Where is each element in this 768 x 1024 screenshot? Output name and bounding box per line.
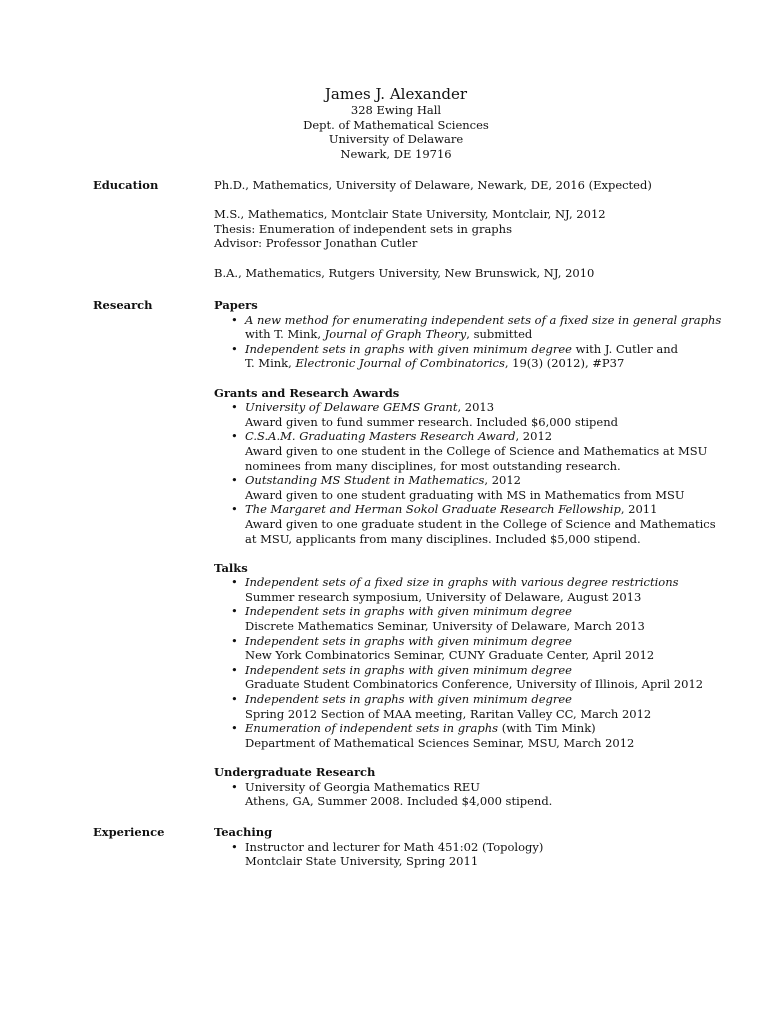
talks-heading: Talks	[214, 560, 248, 575]
cv-header	[0, 85, 768, 161]
thesis-line: Thesis: Enumeration of independent sets in graphs	[214, 221, 512, 236]
bullet-icon: •	[231, 502, 238, 517]
section-label-research: Research	[93, 298, 153, 312]
talk-venue: Summer research symposium, University of Delaware, August 2013	[245, 589, 642, 604]
grant-description-cont: at MSU, applicants from many disciplines. Included $5,000 stipend.	[245, 531, 641, 546]
bullet-icon: •	[231, 473, 238, 488]
talk-title: Independent sets in graphs with given minimum degree	[245, 604, 572, 619]
reu-name: University of Georgia Mathematics REU	[245, 779, 480, 794]
bullet-icon: •	[231, 575, 238, 590]
list-item	[214, 780, 734, 809]
grant-year: , 2011	[620, 502, 658, 517]
paper-coauthors-cont: T. Mink,	[245, 356, 296, 371]
degree-ba: B.A., Mathematics, Rutgers University, New Brunswick, NJ, 2010	[214, 265, 595, 280]
talk-venue: Discrete Mathematics Seminar, University of Delaware, March 2013	[245, 619, 645, 634]
list-item	[214, 575, 734, 604]
talk-title: Independent sets of a fixed size in graphs with various degree restrictions	[245, 575, 679, 590]
talk-coauthor: (with Tim Mink)	[498, 721, 596, 736]
undergrad-research-list	[214, 780, 734, 809]
list-item	[214, 692, 734, 721]
list-item	[214, 721, 734, 750]
talk-title: Enumeration of independent sets in graphs	[245, 721, 499, 736]
grant-description: Award given to one student in the College of Science and Mathematics at MSU	[245, 443, 708, 458]
bullet-icon: •	[231, 341, 238, 356]
degree-ms: M.S., Mathematics, Montclair State University, Montclair, NJ, 2012	[214, 207, 606, 222]
list-item	[214, 840, 734, 869]
bullet-icon: •	[231, 400, 238, 415]
bullet-icon: •	[231, 429, 238, 444]
list-item	[214, 473, 734, 502]
bullet-icon: •	[231, 633, 238, 648]
list-item	[214, 313, 734, 342]
paper-coauthors: with J. Cutler and	[572, 341, 678, 356]
talk-venue: Spring 2012 Section of MAA meeting, Raritan Valley CC, March 2012	[245, 706, 652, 721]
education-body	[214, 178, 734, 280]
grants-heading: Grants and Research Awards	[214, 385, 400, 400]
talk-title: Independent sets in graphs with given minimum degree	[245, 692, 572, 707]
grant-description: Award given to one graduate student in the College of Science and Mathematics	[245, 516, 716, 531]
paper-journal: Journal of Graph Theory	[324, 327, 467, 342]
advisor-line: Advisor: Professor Jonathan Cutler	[214, 236, 418, 251]
reu-details: Athens, GA, Summer 2008. Included $4,000 stipend.	[245, 794, 553, 809]
bullet-icon: •	[231, 839, 238, 854]
list-item	[214, 604, 734, 633]
section-label-education: Education	[93, 178, 159, 192]
undergrad-research-heading: Undergraduate Research	[214, 765, 376, 779]
address-line-3: University of Delaware	[328, 132, 464, 147]
talk-title: Independent sets in graphs with given minimum degree	[245, 633, 572, 648]
teaching-role: Instructor and lecturer for Math 451:02 (Topology)	[245, 839, 544, 854]
grant-year: , 2013	[457, 400, 495, 415]
grant-title: The Margaret and Herman Sokol Graduate Research Fellowship	[245, 502, 621, 517]
bullet-icon: •	[231, 721, 238, 736]
person-name: James J. Alexander	[324, 85, 468, 103]
grant-title: C.S.A.M. Graduating Masters Research Award	[245, 429, 516, 444]
grant-year: , 2012	[484, 473, 521, 488]
research-body	[214, 298, 734, 809]
list-item	[214, 663, 734, 692]
paper-status: , submitted	[466, 327, 533, 342]
paper-citation: , 19(3) (2012), #P37	[504, 356, 625, 371]
paper-journal: Electronic Journal of Combinatorics	[295, 356, 505, 371]
bullet-icon: •	[231, 312, 238, 327]
bullet-icon: •	[231, 662, 238, 677]
address-line-2: Dept. of Mathematical Sciences	[303, 117, 489, 132]
grant-title: Outstanding MS Student in Mathematics	[245, 473, 485, 488]
grant-year: , 2012	[515, 429, 553, 444]
list-item	[214, 502, 734, 546]
talk-venue: Graduate Student Combinatorics Conference, University of Illinois, April 2012	[245, 677, 704, 692]
experience-body	[214, 825, 734, 869]
list-item	[214, 634, 734, 663]
talk-venue: Department of Mathematical Sciences Seminar, MSU, March 2012	[245, 735, 635, 750]
paper-title: A new method for enumerating independent sets of a fixed size in general graphs	[245, 312, 722, 327]
list-item	[214, 342, 734, 371]
bullet-icon: •	[231, 604, 238, 619]
address-line-1: 328 Ewing Hall	[350, 103, 442, 117]
degree-phd: Ph.D., Mathematics, University of Delaware, Newark, DE, 2016 (Expected)	[214, 178, 652, 192]
grant-description: Award given to fund summer research. Included $6,000 stipend	[245, 414, 618, 429]
list-item	[214, 400, 734, 429]
bullet-icon: •	[231, 779, 238, 794]
grants-list	[214, 400, 734, 546]
list-item	[214, 429, 734, 473]
grant-description-cont: nominees from many disciplines, for most outstanding research.	[245, 458, 621, 473]
address-line-4: Newark, DE 19716	[340, 146, 452, 161]
teaching-place: Montclair State University, Spring 2011	[245, 854, 479, 869]
papers-heading: Papers	[214, 298, 258, 312]
papers-list	[214, 313, 734, 371]
section-label-experience: Experience	[93, 825, 165, 839]
paper-coauthors: with T. Mink,	[245, 327, 325, 342]
talks-list	[214, 575, 734, 750]
grant-title: University of Delaware GEMS Grant	[245, 400, 458, 415]
teaching-list	[214, 840, 734, 869]
talk-title: Independent sets in graphs with given minimum degree	[245, 662, 572, 677]
teaching-heading: Teaching	[214, 825, 273, 839]
talk-venue: New York Combinatorics Seminar, CUNY Graduate Center, April 2012	[245, 648, 655, 663]
grant-description: Award given to one student graduating with MS in Mathematics from MSU	[245, 487, 685, 502]
bullet-icon: •	[231, 692, 238, 707]
paper-title: Independent sets in graphs with given minimum degree	[245, 341, 572, 356]
